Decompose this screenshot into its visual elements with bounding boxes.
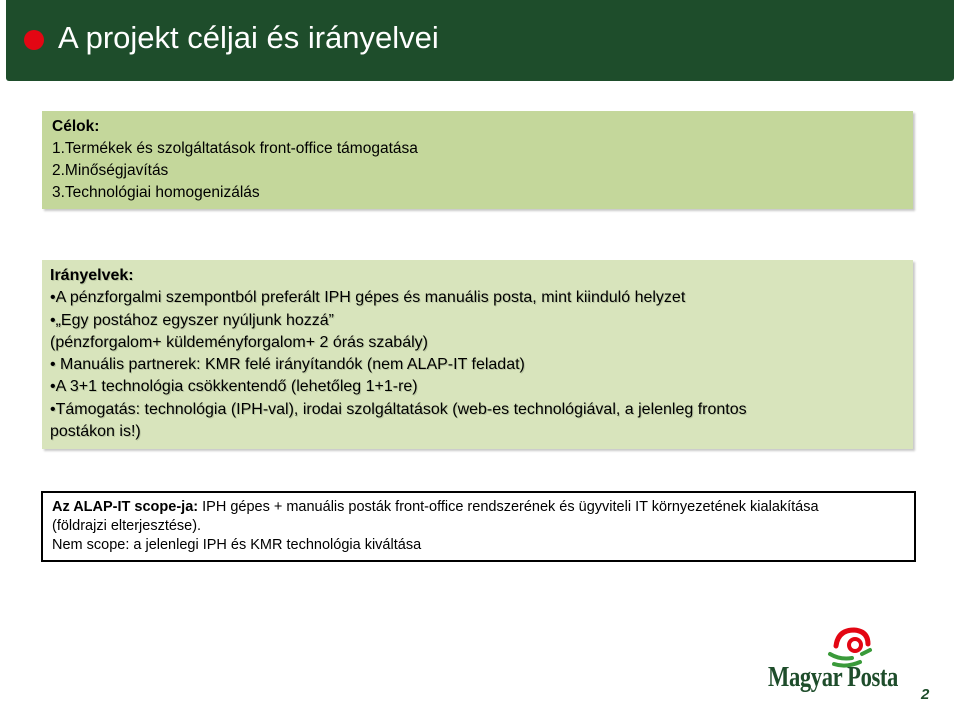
- scope-text: IPH gépes + manuális posták front-office rendszerének és ügyviteli IT környezetének kialakítása: [198, 499, 819, 515]
- title-bar: [6, 0, 954, 81]
- logo-text: Magyar Posta: [768, 661, 898, 693]
- scope-line: [52, 499, 819, 515]
- guideline-item: •A pénzforgalmi szempontból preferált IPH gépes és manuális posta, mint kiinduló helyzet: [50, 289, 686, 306]
- goal-item: 3.Technológiai homogenizálás: [52, 184, 260, 201]
- page-title: A projekt céljai és irányelvei: [58, 20, 439, 55]
- goal-item: 1.Termékek és szolgáltatások front-office támogatása: [52, 140, 418, 157]
- page-number: 2: [921, 686, 930, 703]
- goal-item: 2.Minőségjavítás: [52, 162, 169, 179]
- not-scope-text: Nem scope: a jelenlegi IPH és KMR technológia kiváltása: [52, 537, 422, 553]
- guideline-item: •„Egy postához egyszer nyúljunk hozzá”: [50, 312, 334, 329]
- guideline-item: • Manuális partnerek: KMR felé irányítandók (nem ALAP-IT feladat): [50, 356, 525, 373]
- guidelines-heading: Irányelvek:: [50, 267, 134, 284]
- guideline-item: •A 3+1 technológia csökkentendő (lehetőleg 1+1-re): [50, 378, 418, 395]
- scope-label: Az ALAP-IT scope-ja:: [52, 499, 199, 515]
- guideline-item: •Támogatás: technológia (IPH-val), irodai szolgáltatások (web-es technológiával, a jelenleg frontos: [50, 401, 747, 418]
- guideline-item: postákon is!): [50, 423, 141, 440]
- goals-heading: Célok:: [52, 118, 100, 135]
- guideline-item: (pénzforgalom+ küldeményforgalom+ 2 órás szabály): [50, 334, 428, 351]
- title-bullet-icon: [24, 30, 44, 50]
- scope-text-cont: (földrajzi elterjesztése).: [52, 518, 202, 534]
